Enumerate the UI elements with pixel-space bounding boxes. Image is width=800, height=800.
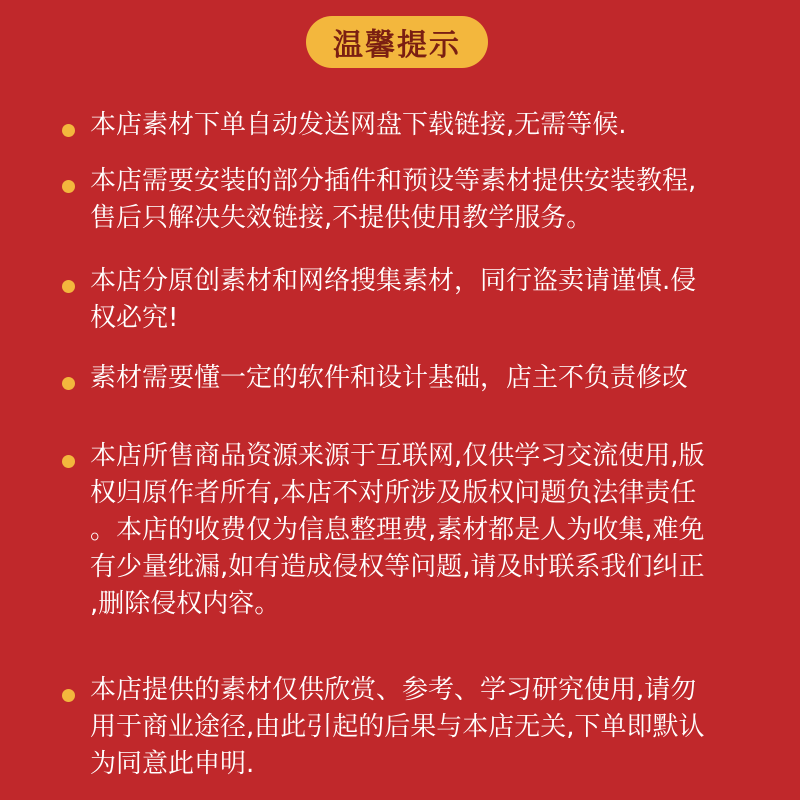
notice-item-4 — [62, 360, 762, 397]
notice-text: 本店分原创素材和网络搜集素材，同行盗卖请谨慎.侵 权必究! — [90, 266, 697, 333]
bullet-dot-icon — [62, 280, 75, 293]
notice-item-2 — [62, 163, 762, 237]
bullet-dot-icon — [62, 689, 75, 702]
notice-text: 本店需要安装的部分插件和预设等素材提供安装教程, 售后只解决失效链接,不提供使用教学服务。 — [90, 166, 697, 233]
notice-item-3 — [62, 263, 762, 337]
notice-item-1 — [62, 107, 762, 144]
notice-item-5 — [62, 438, 762, 623]
bullet-dot-icon — [62, 455, 75, 468]
bullet-dot-icon — [62, 377, 75, 390]
bullet-dot-icon — [62, 124, 75, 137]
notice-text: 素材需要懂一定的软件和设计基础，店主不负责修改 — [90, 363, 689, 393]
page-title: 温馨提示 — [333, 28, 461, 63]
notice-item-6 — [62, 672, 762, 783]
notice-text: 本店所售商品资源来源于互联网,仅供学习交流使用,版 权归原作者所有,本店不对所涉及版权问题负法律责任 。本店的收费仅为信息整理费,素材都是人为收集,难免 有少量纰漏,如有造成侵权等问题,请及时联系我们纠正 ,删除侵权内容。 — [90, 441, 705, 619]
notice-text: 本店素材下单自动发送网盘下载链接,无需等候. — [90, 110, 627, 140]
title-badge — [306, 16, 488, 68]
bullet-dot-icon — [62, 180, 75, 193]
notice-text: 本店提供的素材仅供欣赏、参考、学习研究使用,请勿 用于商业途径,由此引起的后果与本店无关,下单即默认 为同意此申明. — [90, 675, 705, 779]
